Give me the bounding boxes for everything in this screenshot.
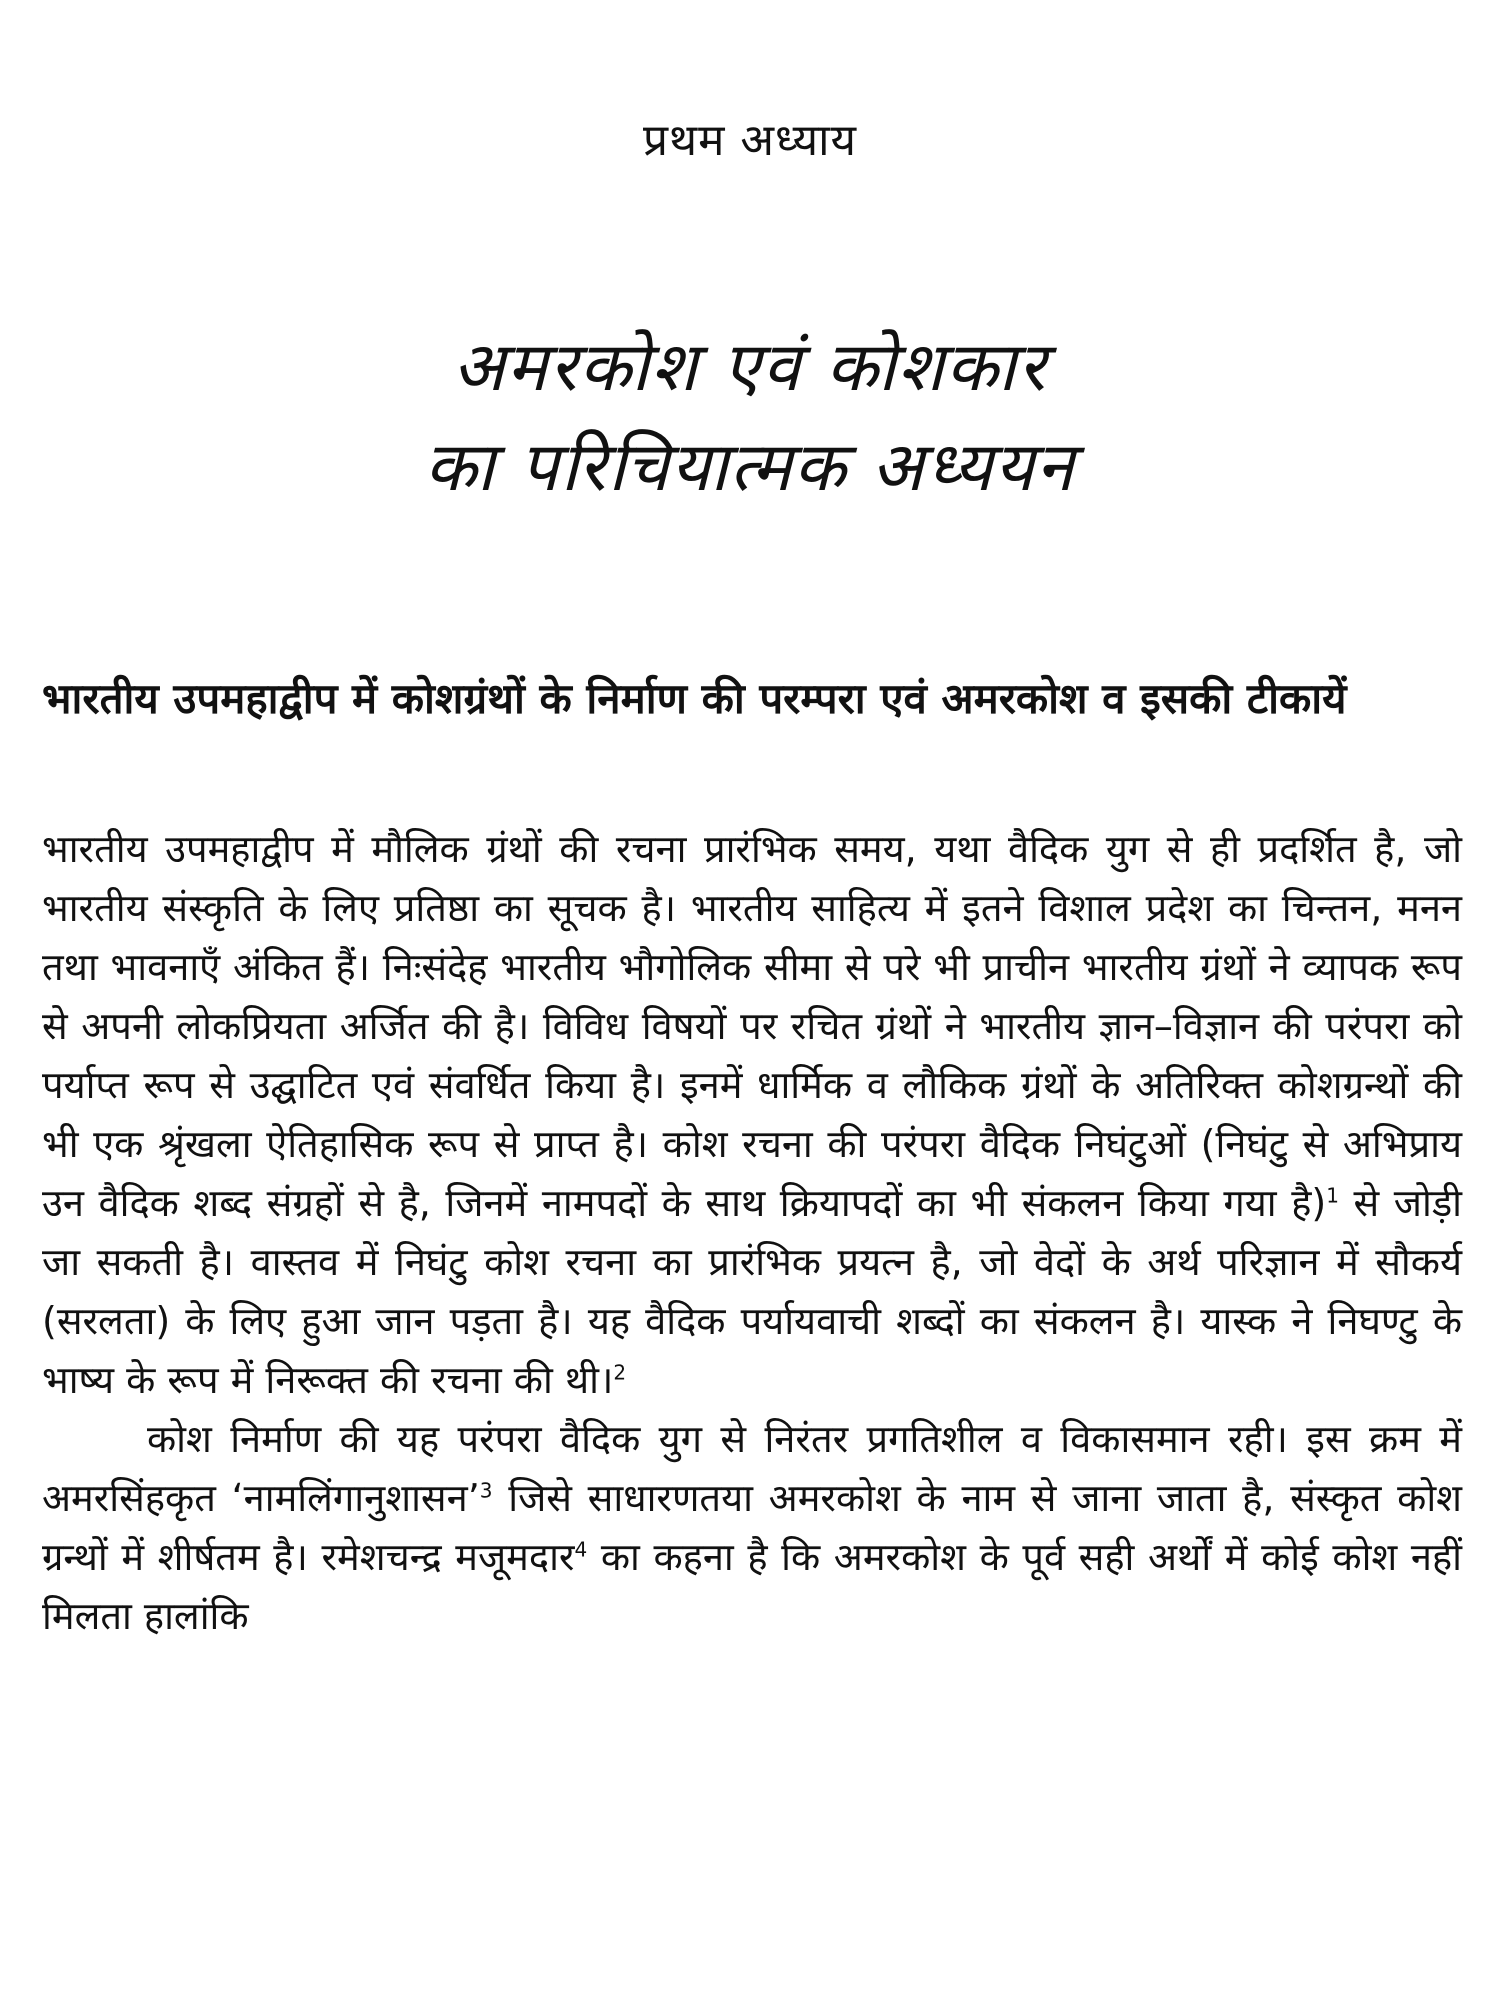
footnote-marker-2: 2 bbox=[613, 1360, 627, 1385]
chapter-title-line-1: अमरकोश एवं कोशकार bbox=[452, 328, 1048, 407]
footnote-marker-1: 1 bbox=[1326, 1183, 1339, 1208]
paragraph-1 bbox=[42, 820, 1462, 1410]
body-text bbox=[42, 820, 1462, 1646]
footnote-marker-4: 4 bbox=[574, 1537, 588, 1562]
paragraph-2-part-1: कोश निर्माण की यह परंपरा वैदिक युग से निरंतर प्रगतिशील व विकासमान रही। इस क्रम में अमरसिंहकृत ‘नामलिंगानुशासन’ bbox=[42, 1417, 1462, 1520]
paragraph-2 bbox=[42, 1410, 1462, 1646]
chapter-title bbox=[0, 318, 1500, 518]
paragraph-1-part-2: से जोड़ी जा सकती है। वास्तव में निघंटु कोश रचना का प्रारंभिक प्रयत्न है, जो वेदों के अर्थ परिज्ञान में सौकर्य (सरलता) के लिए हुआ जान पड़ता है। यह वैदिक पर्यायवाची शब्दों का संकलन है। यास्क ने निघण्टु के भाष्य के रूप में निरूक्त की रचना की थी। bbox=[42, 1181, 1463, 1402]
section-heading: भारतीय उपमहाद्वीप में कोशग्रंथों के निर्माण की परम्परा एवं अमरकोश व इसकी टीकायें bbox=[42, 674, 1347, 723]
footnote-marker-3: 3 bbox=[479, 1478, 493, 1503]
paragraph-2-part-3: का कहना है कि अमरकोश के पूर्व सही अर्थों में कोई कोश नहीं मिलता हालांकि bbox=[42, 1535, 1462, 1638]
paragraph-1-part-1: भारतीय उपमहाद्वीप में मौलिक ग्रंथों की रचना प्रारंभिक समय, यथा वैदिक युग से ही प्रदर्शित है, जो भारतीय संस्कृति के लिए प्रतिष्ठा का सूचक है। भारतीय साहित्य में इतने विशाल प्रदेश का चिन्तन, मनन तथा भावनाएँ अंकित हैं। निःसंदेह भारतीय भौगोलिक सीमा से परे भी प्राचीन भारतीय ग्रंथों ने व्यापक रूप से अपनी लोकप्रियता अर्जित की है। विविध विषयों पर रचित ग्रंथों ने भारतीय ज्ञान–विज्ञान की परंपरा को पर्याप्त रूप से उद्घाटित एवं संवर्धित किया है। इनमें धार्मिक व लौकिक ग्रंथों के अतिरिक्त कोशग्रन्थों की भी एक श्रृंखला ऐतिहासिक रूप से प्राप्त है। कोश रचना की परंपरा वैदिक निघंटुओं (निघंटु से अभिप्राय उन वैदिक शब्द संग्रहों से है, जिनमें नामपदों के साथ क्रियापदों का भी संकलन किया गया है) bbox=[42, 827, 1462, 1225]
chapter-label: प्रथम अध्याय bbox=[642, 115, 858, 166]
chapter-title-line-2: का परिचियात्मक अध्ययन bbox=[424, 428, 1076, 507]
paragraph-2-part-2: जिसे साधारणतया अमरकोश के नाम से जाना जाता है, संस्कृत कोश ग्रन्थों में शीर्षतम है। रमेशचन्द्र मजूमदार bbox=[42, 1476, 1462, 1579]
